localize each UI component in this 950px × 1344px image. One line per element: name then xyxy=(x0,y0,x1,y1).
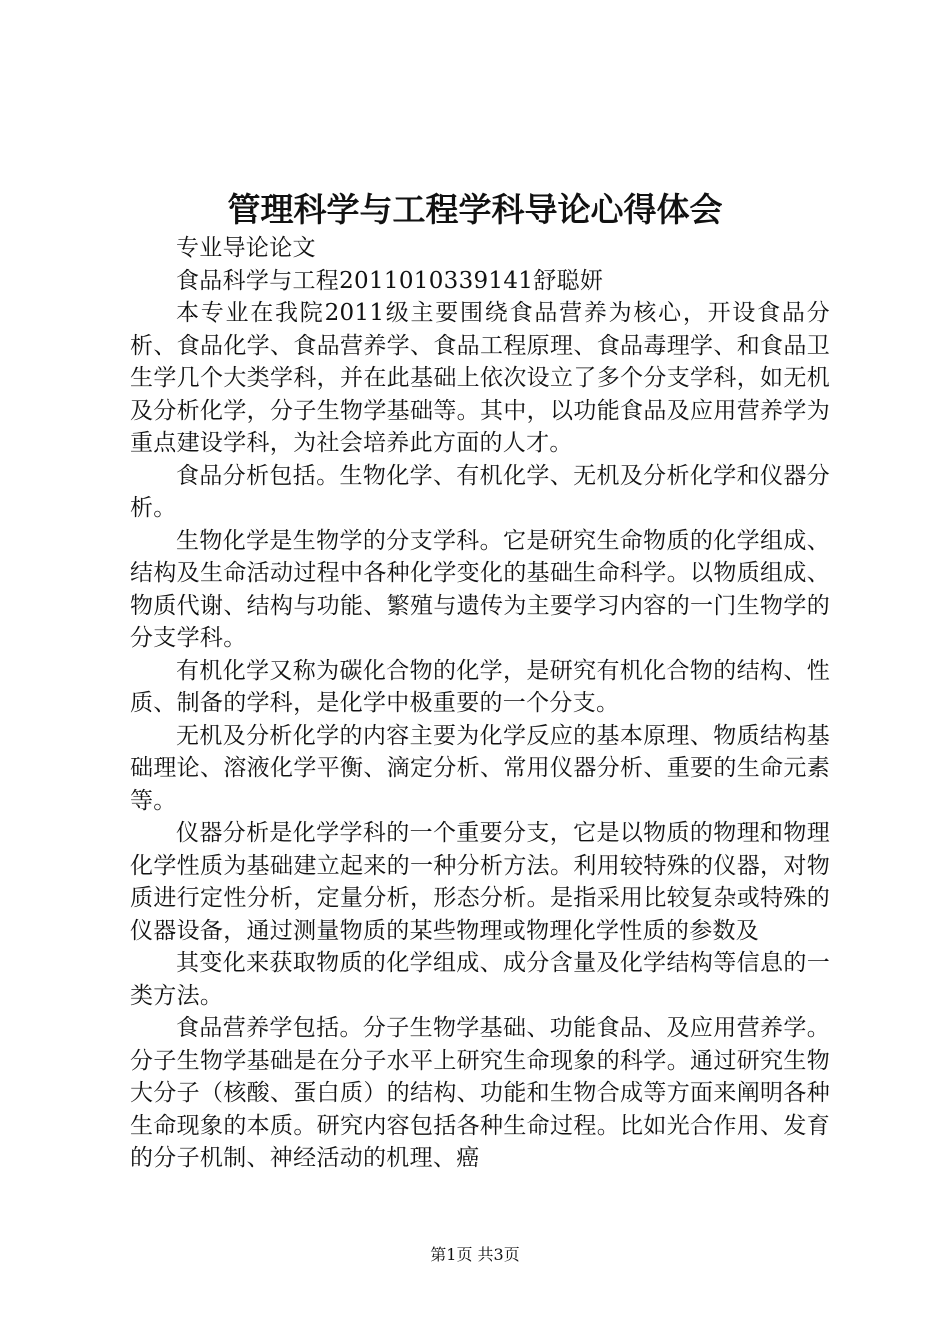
paragraph-biochemistry: 生物化学是生物学的分支学科。它是研究生命物质的化学组成、结构及生命活动过程中各种化学变化的基础生命科学。以物质组成、物质代谢、结构与功能、繁殖与遗传为主要学习内容的一门生物学的分支学科。 xyxy=(130,527,830,651)
paragraph-subtitle: 专业导论论文 xyxy=(176,235,316,261)
paragraph-instrument-analysis: 仪器分析是化学学科的一个重要分支，它是以物质的物理和物理化学性质为基础建立起来的一种分析方法。利用较特殊的仪器，对物质进行定性分析，定量分析，形态分析。是指采用比较复杂或特殊的仪器设备，通过测量物质的某些物理或物理化学性质的参数及 xyxy=(130,820,830,944)
paragraph-food-analysis: 食品分析包括。生物化学、有机化学、无机及分析化学和仪器分析。 xyxy=(130,462,830,521)
document-body xyxy=(130,232,830,1175)
paragraph-food-nutrition: 食品营养学包括。分子生物学基础、功能食品、及应用营养学。分子生物学基础是在分子水平上研究生命现象的科学。通过研究生物大分子（核酸、蛋白质）的结构、功能和生物合成等方面来阐明各种生命现象的本质。研究内容包括各种生命过程。比如光合作用、发育的分子机制、神经活动的机理、癌 xyxy=(130,1015,830,1171)
paragraph-inorganic-chemistry: 无机及分析化学的内容主要为化学反应的基本原理、物质结构基础理论、溶液化学平衡、滴定分析、常用仪器分析、重要的生命元素等。 xyxy=(130,722,830,814)
paragraph-organic-chemistry: 有机化学又称为碳化合物的化学，是研究有机化合物的结构、性质、制备的学科，是化学中极重要的一个分支。 xyxy=(130,657,830,716)
page-number: 第1页 共3页 xyxy=(430,1245,520,1264)
paragraph-intro: 本专业在我院2011级主要围绕食品营养为核心，开设食品分析、食品化学、食品营养学、食品工程原理、食品毒理学、和食品卫生学几个大类学科，并在此基础上依次设立了多个分支学科，如无机及分析化学，分子生物学基础等。其中，以功能食品及应用营养学为重点建设学科，为社会培养此方面的人才。 xyxy=(130,300,830,456)
paragraph-author: 食品科学与工程2011010339141舒聪妍 xyxy=(176,267,604,294)
document-title: 管理科学与工程学科导论心得体会 xyxy=(227,190,723,229)
paragraph-instrument-analysis-cont: 其变化来获取物质的化学组成、成分含量及化学结构等信息的一类方法。 xyxy=(130,950,830,1009)
